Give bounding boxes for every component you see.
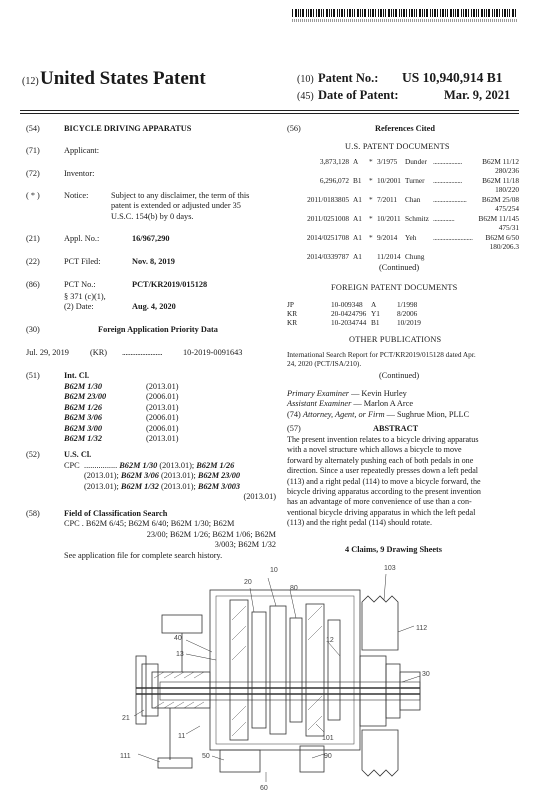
us-docs-title: U.S. PATENT DOCUMENTS <box>345 142 450 151</box>
uscl-code: (52) <box>26 450 40 459</box>
barcode-bar <box>430 9 431 17</box>
notice-line: U.S.C. 154(b) by 0 days. <box>111 211 194 221</box>
us-ref-kind: A1 <box>353 195 362 204</box>
barcode-bar <box>362 9 363 17</box>
barcode-bar <box>321 9 322 17</box>
inventor-label: Inventor: <box>64 169 95 178</box>
barcode-bar <box>507 9 508 17</box>
barcode-bar <box>333 9 335 17</box>
mechanism-drawing <box>134 574 420 782</box>
field-line: 23/00; B62M 1/26; B62M 1/06; B62M <box>146 529 276 539</box>
barcode-bar <box>306 9 307 17</box>
fig-label: 11 <box>178 733 186 740</box>
appl-number: 16/967,290 <box>132 234 170 243</box>
us-ref-star: * <box>369 214 373 223</box>
primary-examiner <box>287 389 407 399</box>
abstract-line: with a novel structure which allows a bicycle to move <box>287 445 462 455</box>
intcl-class: B62M 1/26 <box>64 402 103 412</box>
us-ref-kind: A1 <box>353 252 362 261</box>
abstract-line: forward by alternately pushing each of both pedals in one <box>287 455 474 465</box>
barcode-bar <box>352 9 353 17</box>
barcode-bar <box>298 9 299 17</box>
us-ref-date: 3/1975 <box>377 157 398 166</box>
appl-code: (21) <box>26 234 40 243</box>
intcl-label: Int. Cl. <box>64 371 90 380</box>
cpc-class: B62M 1/26 <box>196 461 235 470</box>
intcl-version: (2013.01) <box>146 382 179 391</box>
us-ref-name: Turner <box>405 176 425 185</box>
us-ref-name: Yeh <box>405 233 417 242</box>
cpc-label: CPC <box>64 461 80 470</box>
barcode-bar <box>375 9 376 17</box>
assistant-examiner <box>287 399 413 409</box>
cpc-line: (2013.01); B62M 1/32 (2013.01); B62M 3/003 <box>84 481 241 491</box>
us-ref-dots: ...................... <box>433 195 467 204</box>
notice-line: Subject to any disclaimer, the term of this <box>111 191 250 200</box>
patent-no-label: Patent No.: <box>318 71 379 85</box>
foreign-ref-no: 20-0424796 <box>331 309 367 318</box>
foreign-ref-date: 8/2006 <box>397 309 418 318</box>
date-label: Date of Patent: <box>318 88 399 102</box>
fig-label: 13 <box>176 651 184 658</box>
barcode-bar <box>426 9 428 17</box>
other-pubs-title: OTHER PUBLICATIONS <box>349 335 442 344</box>
barcode-bar <box>388 9 390 17</box>
barcode-bar <box>391 9 392 17</box>
us-ref-cont: 180/206.3 <box>489 241 519 251</box>
foreign-app-number: 10-2019-0091643 <box>183 348 243 357</box>
us-ref-name: Chung <box>405 252 425 261</box>
barcode-bar <box>419 9 421 17</box>
barcode-bar <box>414 9 415 17</box>
barcode-bar <box>337 9 338 17</box>
title-code: (54) <box>26 124 40 133</box>
barcode-bar <box>316 9 317 17</box>
us-ref-date: 10/2001 <box>377 176 401 185</box>
representative-drawing <box>100 560 470 792</box>
pct-number: PCT/KR2019/015128 <box>132 280 208 289</box>
barcode-bar <box>339 9 340 17</box>
cpc-line: ................ B62M 1/30 (2013.01); B62M 1/26 <box>84 461 235 470</box>
barcode-bar <box>492 9 493 17</box>
us-ref-cont: 280/236 <box>495 165 519 175</box>
barcode-bar <box>424 9 425 17</box>
us-ref-no: 3,873,128 <box>319 157 349 166</box>
barcode-bar <box>422 9 423 17</box>
barcode-bar <box>403 9 405 17</box>
barcode-bar <box>442 9 444 17</box>
fig-label: 21 <box>122 715 130 722</box>
applicant-code: (71) <box>26 146 40 155</box>
us-ref-cont: 475/31 <box>498 222 519 232</box>
us-ref-name: Dunder <box>405 157 427 166</box>
barcode-bar <box>341 9 343 17</box>
foreign-dots: ........................ <box>122 348 163 357</box>
cpc-class: B62M 23/00 <box>197 471 241 481</box>
us-ref-cls: B62M 6/50 <box>485 233 519 242</box>
header-rule-2 <box>20 113 519 114</box>
barcode-bar <box>450 9 452 17</box>
s371-date: Aug. 4, 2020 <box>132 302 176 312</box>
us-ref-no: 2011/0251008 <box>307 214 349 223</box>
intcl-class: B62M 3/06 <box>64 413 103 423</box>
us-ref-date: 7/2011 <box>377 195 397 204</box>
foreign-date: Jul. 29, 2019 <box>26 348 69 357</box>
us-ref-date: 9/2014 <box>377 233 398 242</box>
notice-label: Notice: <box>64 191 89 200</box>
barcode-bar <box>411 9 413 17</box>
fig-label: 103 <box>384 565 396 572</box>
abstract-line: has an advantage of more convenience of use than a con- <box>287 497 472 507</box>
barcode-bar <box>368 9 369 17</box>
continued-other: (Continued) <box>379 371 420 380</box>
field-label: Field of Classification Search <box>64 509 168 518</box>
barcode-bar <box>434 9 436 17</box>
continued-us: (Continued) <box>379 263 420 272</box>
us-ref-cls: B62M 25/08 <box>481 195 519 204</box>
us-ref-no: 6,296,072 <box>319 176 349 185</box>
barcode-bar <box>323 9 324 17</box>
us-ref-name: Chan <box>405 195 421 204</box>
office-title: United States Patent <box>40 68 206 89</box>
abstract-line: ventional bicycle driving apparatus in which the left pedal <box>287 507 476 517</box>
barcode-bar <box>344 9 345 17</box>
barcode-bar <box>313 9 314 17</box>
foreign-ref-no: 10-009348 <box>331 300 363 309</box>
barcode-bar <box>393 9 394 17</box>
barcode-bar <box>295 9 297 17</box>
us-ref-cls: B62M 11/145 <box>478 214 519 223</box>
abstract-line: bicycle driving apparatus according to the present invention <box>287 487 481 496</box>
us-ref-dots: ................... <box>433 176 462 185</box>
barcode-bar <box>357 9 359 17</box>
assistant-examiner-name: — Marlon A Arce <box>353 399 414 409</box>
refs-code: (56) <box>287 124 301 133</box>
barcode-bar <box>440 9 441 17</box>
foreign-ref-date: 10/2019 <box>397 318 421 327</box>
barcode-bar <box>509 9 510 17</box>
us-ref-name: Schmitz <box>405 214 429 223</box>
us-ref-kind: A1 <box>353 214 362 223</box>
foreign-ref-kind: B1 <box>371 318 380 327</box>
barcode-bar <box>488 9 490 17</box>
us-ref-kind: A1 <box>353 233 362 242</box>
foreign-ref-kind: A <box>371 300 377 309</box>
fig-label: 90 <box>324 753 332 760</box>
header-rule <box>20 110 519 111</box>
barcode-bar <box>308 9 309 17</box>
foreign-ref-country: JP <box>287 300 294 309</box>
references-title: References Cited <box>375 124 435 133</box>
intcl-class: B62M 1/32 <box>64 434 103 443</box>
foreign-ref-country: KR <box>287 318 298 327</box>
field-code: (58) <box>26 509 40 518</box>
date-of-patent: Mar. 9, 2021 <box>444 88 511 102</box>
other-pub-line: 24, 2020 (PCT/ISA/210). <box>287 359 362 368</box>
primary-examiner-name: — Kevin Hurley <box>351 389 407 398</box>
primary-examiner-label: Primary Examiner <box>287 389 349 398</box>
barcode-bar <box>484 9 485 17</box>
abstract-line: The present invention relates to a bicycle driving apparatus <box>287 435 479 444</box>
fig-label: 80 <box>290 585 298 592</box>
barcode-bar <box>347 9 348 17</box>
barcode-bar <box>372 9 374 17</box>
us-ref-cls: B62M 11/18 <box>482 176 519 185</box>
barcode-bar <box>300 9 301 17</box>
intcl-class: B62M 1/30 <box>64 382 103 391</box>
us-ref-no: 2014/0251708 <box>306 233 349 242</box>
barcode-bar <box>364 9 366 17</box>
barcode-bar <box>461 9 462 17</box>
doc-code: (12) <box>22 76 39 87</box>
see-application: See application file for complete search history. <box>64 550 223 560</box>
barcode-bar <box>499 9 500 17</box>
applicant-label: Applicant: <box>64 146 100 155</box>
fig-label: 12 <box>326 637 334 644</box>
intcl-version: (2006.01) <box>146 423 179 433</box>
barcode-bar <box>437 9 438 17</box>
barcode-bar <box>409 9 410 17</box>
abstract-line: (113) and the right pedal (114) should rotate. <box>287 518 433 528</box>
fig-label: 20 <box>244 579 252 586</box>
other-pub-line: International Search Report for PCT/KR2019/015128 dated Apr. <box>287 350 476 359</box>
barcode-bar <box>401 9 402 17</box>
fig-label: 101 <box>322 735 334 742</box>
us-ref-kind: B1 <box>353 176 362 185</box>
barcode-bar <box>515 9 516 17</box>
us-ref-star: * <box>369 195 373 204</box>
pct-filed-date: Nov. 8, 2019 <box>132 257 175 266</box>
barcode-bar <box>354 9 355 17</box>
intcl-version: (2013.01) <box>146 402 179 412</box>
barcode-bar <box>310 9 312 17</box>
barcode-bar <box>360 9 361 17</box>
us-ref-date: 10/2011 <box>377 214 401 223</box>
barcode-bar <box>385 9 386 17</box>
attorney <box>287 410 469 420</box>
barcode-bar <box>471 9 472 17</box>
foreign-code: (30) <box>26 325 40 334</box>
uscl-label: U.S. Cl. <box>64 450 92 459</box>
abstract-code: (57) <box>287 424 301 433</box>
invention-title: BICYCLE DRIVING APPARATUS <box>64 124 192 133</box>
attorney-label: Attorney, Agent, or Firm <box>302 409 385 419</box>
pct-filed-code: (22) <box>26 257 40 266</box>
claims-summary: 4 Claims, 9 Drawing Sheets <box>345 545 443 554</box>
barcode-number-strip <box>292 19 518 22</box>
notice-line: patent is extended or adjusted under 35 <box>111 201 241 211</box>
barcode-bar <box>326 9 328 17</box>
us-ref-cls: B62M 11/12 <box>482 157 519 166</box>
inventor-code: (72) <box>26 169 40 178</box>
barcode-bar <box>502 9 503 17</box>
us-ref-date: 11/2014 <box>377 252 401 261</box>
cpc-class: B62M 1/30 <box>119 461 158 470</box>
barcode-bar <box>445 9 446 17</box>
us-ref-dots: .......................... <box>433 233 473 242</box>
cpc-line: (2013.01) <box>243 492 276 502</box>
barcode-bar <box>331 9 332 17</box>
s371-date-label: (2) Date: <box>64 302 94 312</box>
fig-label: 30 <box>422 671 430 678</box>
us-ref-star: * <box>369 157 373 166</box>
attorney-name: — Sughrue Mion, PLLC <box>386 409 470 419</box>
fig-label: 111 <box>120 753 131 760</box>
field-line: 3/003; B62M 1/32 <box>214 540 276 550</box>
foreign-country: (KR) <box>90 348 108 357</box>
pct-no-label: PCT No.: <box>64 280 96 289</box>
cpc-class: B62M 3/003 <box>197 481 241 491</box>
barcode-bar <box>378 9 379 17</box>
foreign-ref-country: KR <box>287 309 298 318</box>
us-ref-star: * <box>369 176 373 185</box>
barcode-bar <box>395 9 397 17</box>
barcode-bar <box>468 9 469 17</box>
barcode-bar <box>453 9 454 17</box>
fig-label: 10 <box>270 567 278 574</box>
barcode-bar <box>447 9 448 17</box>
abstract-line: (113) and a right pedal (114) to move a bicycle forward, the <box>287 476 481 486</box>
s371-line: § 371 (c)(1), <box>64 292 106 301</box>
pct-filed-label: PCT Filed: <box>64 257 101 266</box>
barcode-bar <box>504 9 506 17</box>
right-column <box>287 124 519 558</box>
intcl-version: (2013.01) <box>146 434 179 443</box>
barcode-bar <box>494 9 495 17</box>
pct-no-code: (86) <box>26 280 40 289</box>
cpc-line: (2013.01); B62M 3/06 (2013.01); B62M 23/00 <box>84 471 241 481</box>
fig-label: 50 <box>202 753 210 760</box>
barcode-bar <box>329 9 330 17</box>
abstract-title: ABSTRACT <box>373 424 419 433</box>
barcode-bar <box>465 9 467 17</box>
barcode-bar <box>383 9 384 17</box>
barcode-bar <box>457 9 459 17</box>
patent-number: US 10,940,914 B1 <box>402 70 503 85</box>
barcode-bar <box>463 9 464 17</box>
barcode-bar <box>496 9 498 17</box>
foreign-ref-date: 1/1998 <box>397 300 418 309</box>
attorney-code: (74) <box>287 409 301 419</box>
intcl-version: (2006.01) <box>146 413 179 423</box>
barcode-bar <box>473 9 475 17</box>
us-ref-no: 2014/0339787 <box>306 252 349 261</box>
date-code: (45) <box>297 91 314 102</box>
barcode-bar <box>432 9 433 17</box>
fig-label: 40 <box>174 635 182 642</box>
field-line: CPC . B62M 6/45; B62M 6/40; B62M 1/30; B62M <box>64 519 235 529</box>
us-ref-star: * <box>369 233 373 242</box>
foreign-ref-no: 10-2034744 <box>331 318 367 327</box>
barcode-bar <box>399 9 400 17</box>
cpc-class: B62M 3/06 <box>120 471 159 481</box>
barcode-bar <box>406 9 407 17</box>
us-ref-dots: .............. <box>433 214 455 223</box>
intcl-version: (2006.01) <box>146 392 179 402</box>
barcode-bar <box>370 9 371 17</box>
barcode-bar <box>380 9 382 17</box>
barcode-bar <box>512 9 514 17</box>
notice-code: ( * ) <box>26 191 40 200</box>
us-ref-cont: 180/220 <box>495 184 519 194</box>
intcl-code: (51) <box>26 371 40 380</box>
cpc-class: B62M 1/32 <box>120 481 159 491</box>
barcode-bar <box>416 9 417 17</box>
fig-label: 60 <box>260 785 268 792</box>
barcode-bar <box>478 9 479 17</box>
foreign-priority-title: Foreign Application Priority Data <box>98 325 218 334</box>
appl-label: Appl. No.: <box>64 234 100 243</box>
barcode-bar <box>476 9 477 17</box>
barcode-bar <box>349 9 351 17</box>
barcode-bar <box>486 9 487 17</box>
foreign-ref-kind: Y1 <box>371 309 380 318</box>
barcode-bar <box>318 9 320 17</box>
assistant-examiner-label: Assistant Examiner <box>287 399 352 409</box>
foreign-docs-title: FOREIGN PATENT DOCUMENTS <box>331 283 458 292</box>
abstract-line: direction. Since a user repeatedly presses down a left pedal <box>287 466 479 476</box>
us-ref-no: 2011/0183805 <box>307 195 349 204</box>
barcode-bar <box>481 9 483 17</box>
us-ref-cont: 475/254 <box>495 203 519 213</box>
intcl-class: B62M 23/00 <box>64 392 107 402</box>
patent-no-code: (10) <box>297 74 314 85</box>
us-ref-dots: ................... <box>433 157 462 166</box>
intcl-class: B62M 3/00 <box>64 423 103 433</box>
fig-label: 112 <box>416 625 428 632</box>
barcode-bar <box>302 9 304 17</box>
barcode-bar <box>455 9 456 17</box>
barcode-bar <box>292 9 293 17</box>
us-ref-kind: A <box>353 157 359 166</box>
